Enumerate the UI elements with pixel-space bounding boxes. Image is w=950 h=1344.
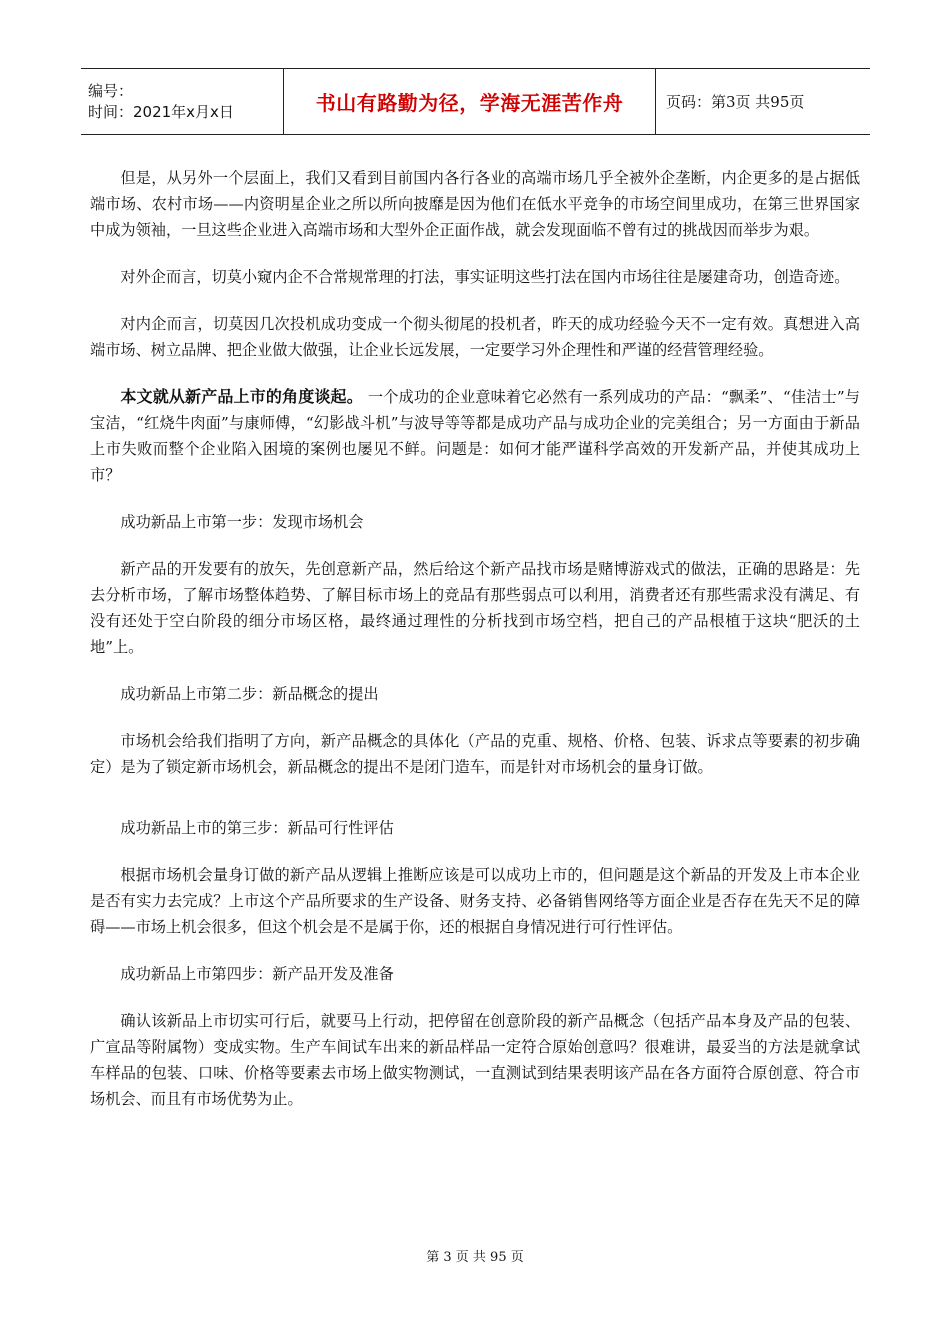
header-page-number: [656, 69, 870, 134]
document-date: 时间：2021年x月x日: [88, 102, 234, 121]
paragraph: 但是，从另外一个层面上，我们又看到目前国内各行各业的高端市场几乎全被外企垄断，内企更多的是占据低端市场、农村市场——内资明星企业之所以所向披靡是因为他们在低水平竞争的市场空间里成功，在第三世界国家中成为领袖，一旦这些企业进入高端市场和大型外企正面作战，就会发现面临不曾有过的挑战因而举步为艰。: [90, 169, 860, 239]
section-heading-step-2: 成功新品上市第二步：新品概念的提出: [120, 685, 379, 703]
spacer: [90, 801, 860, 815]
page-header: [81, 68, 870, 135]
paragraph-lead: [90, 384, 860, 488]
paragraph: 市场机会给我们指明了方向，新产品概念的具体化（产品的克重、规格、价格、包装、诉求点等要素的初步确定）是为了锁定新市场机会，新品概念的提出不是闭门造车，而是针对市场机会的量身订做。: [90, 732, 860, 776]
paragraph: 对外企而言，切莫小窥内企不合常规常理的打法，事实证明这些打法在国内市场往往是屡建奇功，创造奇迹。: [120, 268, 850, 286]
lead-paragraph-rest: 一个成功的企业意味着它必然有一系列成功的产品：“飘柔”、“佳洁士”与宝洁，“红烧牛肉面”与康师傅，“幻影战斗机”与波导等等都是成功产品与成功企业的完美组合；另一方面由于新品上市失败而整个企业陷入困境的案例也屡见不鲜。问题是：如何才能严谨科学高效的开发新产品，并使其成功上市？: [90, 388, 860, 484]
lead-sentence: 本文就从新产品上市的角度谈起。: [120, 387, 363, 406]
document-number-label: 编号：: [88, 81, 134, 100]
paragraph: 根据市场机会量身订做的新产品从逻辑上推断应该是可以成功上市的，但问题是这个新品的开发及上市本企业是否有实力去完成？上市这个产品所要求的生产设备、财务支持、必备销售网络等方面企业是否存在先天不足的障碍——市场上机会很多，但这个机会是不是属于你，还的根据自身情况进行可行性评估。: [90, 866, 860, 936]
footer-page-number: 第 3 页 共 95 页: [426, 1250, 524, 1265]
header-motto: [283, 69, 656, 134]
page-number-text: 页码：第3页 共95页: [666, 93, 805, 111]
section-heading-step-3: 成功新品上市的第三步：新品可行性评估: [120, 819, 394, 837]
section-heading-step-4: 成功新品上市第四步：新产品开发及准备: [120, 965, 394, 983]
paragraph: 对内企而言，切莫因几次投机成功变成一个彻头彻尾的投机者，昨天的成功经验今天不一定有效。真想进入高端市场、树立品牌、把企业做大做强，让企业长远发展，一定要学习外企理性和严谨的经营管理经验。: [90, 315, 860, 359]
section-heading-step-1: 成功新品上市第一步：发现市场机会: [120, 513, 364, 531]
header-meta: [81, 69, 283, 134]
motto-text: 书山有路勤为径，学海无涯苦作舟: [315, 91, 624, 115]
paragraph: 新产品的开发要有的放矢，先创意新产品，然后给这个新产品找市场是赌博游戏式的做法，正确的思路是：先去分析市场，了解市场整体趋势、了解目标市场上的竞品有那些弱点可以利用，消费者还有那些需求没有满足、有没有还处于空白阶段的细分市场区格，最终通过理性的分析找到市场空档，把自己的产品根植于这块“肥沃的土地”上。: [90, 560, 860, 656]
page-footer: [0, 1246, 950, 1265]
paragraph: 确认该新品上市切实可行后，就要马上行动，把停留在创意阶段的新产品概念（包括产品本身及产品的包装、广宣品等附属物）变成实物。生产车间试车出来的新品样品一定符合原始创意吗？很难讲，最妥当的方法是就拿试车样品的包装、口味、价格等要素去市场上做实物测试，一直测试到结果表明该产品在各方面符合原创意、符合市场机会、而且有市场优势为止。: [90, 1012, 860, 1108]
document-body: [90, 165, 860, 1133]
